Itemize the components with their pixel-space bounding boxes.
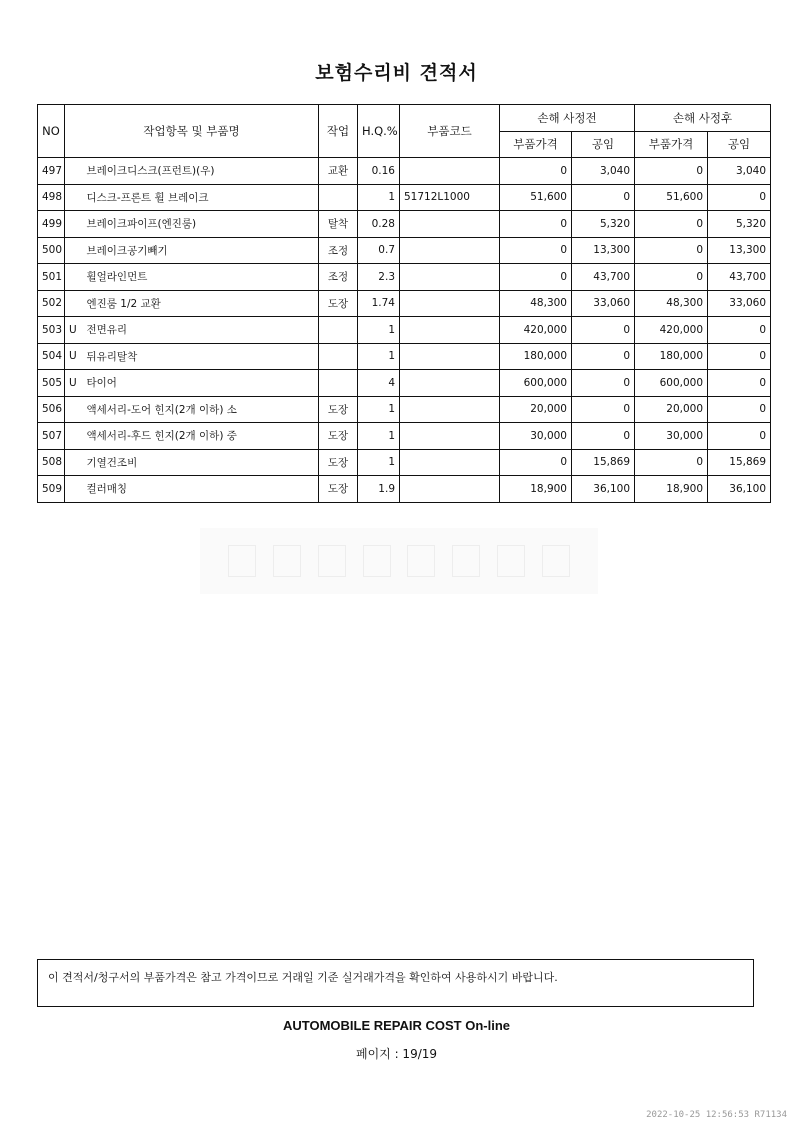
row-name: 휠얼라인먼트 <box>83 264 319 291</box>
row-name: 액세서리-후드 힌지(2개 이하) 중 <box>83 423 319 450</box>
watermark-block <box>318 545 346 577</box>
header-after-group: 손해 사정후 <box>635 105 771 132</box>
row-work: 도장 <box>319 290 358 317</box>
row-u-flag: U <box>65 343 83 370</box>
row-hq: 0.16 <box>358 158 400 185</box>
row-work: 교환 <box>319 158 358 185</box>
row-work: 도장 <box>319 476 358 503</box>
row-no: 504 <box>38 343 65 370</box>
row-after-price: 30,000 <box>635 423 708 450</box>
row-u-flag <box>65 211 83 238</box>
row-after-labor: 0 <box>708 423 771 450</box>
header-code: 부품코드 <box>400 105 500 158</box>
row-hq: 1.9 <box>358 476 400 503</box>
row-code: 51712L1000 <box>400 184 500 211</box>
header-before-group: 손해 사정전 <box>500 105 635 132</box>
watermark-block <box>273 545 301 577</box>
row-before-labor: 0 <box>572 370 635 397</box>
row-name: 타이어 <box>83 370 319 397</box>
row-u-flag <box>65 264 83 291</box>
row-name: 뒤유리탈착 <box>83 343 319 370</box>
header-after-price: 부품가격 <box>635 131 708 158</box>
row-name: 엔진룸 1/2 교환 <box>83 290 319 317</box>
row-hq: 1 <box>358 184 400 211</box>
table-row <box>38 423 771 450</box>
row-after-labor: 0 <box>708 317 771 344</box>
row-after-price: 0 <box>635 237 708 264</box>
row-after-price: 600,000 <box>635 370 708 397</box>
watermark-block <box>497 545 525 577</box>
row-after-price: 0 <box>635 211 708 238</box>
table-row <box>38 396 771 423</box>
row-after-labor: 0 <box>708 370 771 397</box>
row-after-price: 48,300 <box>635 290 708 317</box>
row-code <box>400 449 500 476</box>
row-code <box>400 343 500 370</box>
row-before-labor: 0 <box>572 317 635 344</box>
row-u-flag <box>65 423 83 450</box>
row-u-flag <box>65 290 83 317</box>
row-name: 기열건조비 <box>83 449 319 476</box>
row-no: 502 <box>38 290 65 317</box>
row-no: 500 <box>38 237 65 264</box>
row-hq: 1 <box>358 423 400 450</box>
row-after-labor: 0 <box>708 343 771 370</box>
row-work <box>319 184 358 211</box>
row-after-labor: 0 <box>708 184 771 211</box>
row-u-flag <box>65 476 83 503</box>
row-hq: 2.3 <box>358 264 400 291</box>
header-after-labor: 공임 <box>708 131 771 158</box>
row-no: 497 <box>38 158 65 185</box>
row-before-price: 48,300 <box>500 290 572 317</box>
table-row <box>38 476 771 503</box>
row-code <box>400 211 500 238</box>
row-before-labor: 0 <box>572 343 635 370</box>
watermark-block <box>542 545 570 577</box>
row-after-price: 180,000 <box>635 343 708 370</box>
table-row <box>38 290 771 317</box>
row-hq: 1 <box>358 317 400 344</box>
row-work <box>319 317 358 344</box>
row-after-labor: 15,869 <box>708 449 771 476</box>
watermark-block <box>363 545 391 577</box>
header-before-labor: 공임 <box>572 131 635 158</box>
estimate-table <box>37 104 771 503</box>
row-after-price: 0 <box>635 264 708 291</box>
row-code <box>400 370 500 397</box>
row-no: 506 <box>38 396 65 423</box>
row-name: 액세서리-도어 힌지(2개 이하) 소 <box>83 396 319 423</box>
row-before-labor: 33,060 <box>572 290 635 317</box>
row-code <box>400 237 500 264</box>
row-no: 503 <box>38 317 65 344</box>
row-u-flag <box>65 184 83 211</box>
row-after-price: 51,600 <box>635 184 708 211</box>
row-u-flag <box>65 396 83 423</box>
row-before-labor: 0 <box>572 396 635 423</box>
watermark-block <box>452 545 480 577</box>
table-row <box>38 343 771 370</box>
table-row <box>38 211 771 238</box>
watermark <box>200 528 598 594</box>
row-before-labor: 0 <box>572 423 635 450</box>
table-row <box>38 158 771 185</box>
row-u-flag <box>65 237 83 264</box>
row-name: 브레이크공기빼기 <box>83 237 319 264</box>
row-before-price: 420,000 <box>500 317 572 344</box>
table-row <box>38 264 771 291</box>
document-title: 보험수리비 견적서 <box>315 62 478 84</box>
row-work: 조정 <box>319 237 358 264</box>
row-hq: 1.74 <box>358 290 400 317</box>
row-no: 507 <box>38 423 65 450</box>
watermark-block <box>228 545 256 577</box>
row-work <box>319 343 358 370</box>
row-name: 브레이크디스크(프런트)(우) <box>83 158 319 185</box>
table-row <box>38 317 771 344</box>
row-after-price: 420,000 <box>635 317 708 344</box>
row-name: 브레이크파이프(엔진룸) <box>83 211 319 238</box>
row-before-labor: 36,100 <box>572 476 635 503</box>
page-number: 페이지 : 19/19 <box>355 1047 438 1061</box>
row-before-price: 600,000 <box>500 370 572 397</box>
row-code <box>400 264 500 291</box>
row-name: 디스크-프론트 휠 브레이크 <box>83 184 319 211</box>
row-hq: 0.7 <box>358 237 400 264</box>
row-after-labor: 3,040 <box>708 158 771 185</box>
footer-brand: AUTOMOBILE REPAIR COST On-line <box>282 1018 511 1033</box>
row-before-price: 0 <box>500 237 572 264</box>
row-no: 499 <box>38 211 65 238</box>
row-before-price: 51,600 <box>500 184 572 211</box>
row-code <box>400 423 500 450</box>
table-row <box>38 237 771 264</box>
row-name: 컬러매칭 <box>83 476 319 503</box>
row-after-labor: 33,060 <box>708 290 771 317</box>
row-after-labor: 43,700 <box>708 264 771 291</box>
row-work: 도장 <box>319 449 358 476</box>
row-before-price: 0 <box>500 158 572 185</box>
row-u-flag: U <box>65 370 83 397</box>
row-name: 전면유리 <box>83 317 319 344</box>
row-code <box>400 290 500 317</box>
row-hq: 1 <box>358 396 400 423</box>
row-after-labor: 0 <box>708 396 771 423</box>
row-no: 501 <box>38 264 65 291</box>
table-row <box>38 184 771 211</box>
print-timestamp: 2022-10-25 12:56:53 R71134 <box>646 1110 787 1120</box>
row-u-flag <box>65 158 83 185</box>
row-before-labor: 43,700 <box>572 264 635 291</box>
row-no: 509 <box>38 476 65 503</box>
row-work: 탈착 <box>319 211 358 238</box>
row-code <box>400 476 500 503</box>
watermark-block <box>407 545 435 577</box>
header-before-price: 부품가격 <box>500 131 572 158</box>
row-work: 도장 <box>319 423 358 450</box>
row-after-price: 0 <box>635 158 708 185</box>
row-code <box>400 158 500 185</box>
table-row <box>38 370 771 397</box>
header-item: 작업항목 및 부품명 <box>65 105 319 158</box>
row-u-flag: U <box>65 317 83 344</box>
row-code <box>400 317 500 344</box>
row-code <box>400 396 500 423</box>
header-work: 작업 <box>319 105 358 158</box>
row-before-labor: 13,300 <box>572 237 635 264</box>
row-before-price: 20,000 <box>500 396 572 423</box>
notice-text: 이 견적서/청구서의 부품가격은 참고 가격이므로 거래일 기준 실거래가격을 확인하여 사용하시기 바랍니다. <box>48 971 558 984</box>
row-work: 조정 <box>319 264 358 291</box>
row-before-price: 0 <box>500 211 572 238</box>
row-after-price: 0 <box>635 449 708 476</box>
row-u-flag <box>65 449 83 476</box>
row-before-labor: 15,869 <box>572 449 635 476</box>
row-before-price: 0 <box>500 449 572 476</box>
row-no: 508 <box>38 449 65 476</box>
row-before-labor: 3,040 <box>572 158 635 185</box>
row-after-price: 18,900 <box>635 476 708 503</box>
row-hq: 1 <box>358 449 400 476</box>
row-before-price: 18,900 <box>500 476 572 503</box>
table-row <box>38 449 771 476</box>
header-hq: H.Q.% <box>358 105 400 158</box>
row-work: 도장 <box>319 396 358 423</box>
row-before-price: 0 <box>500 264 572 291</box>
row-hq: 0.28 <box>358 211 400 238</box>
row-no: 498 <box>38 184 65 211</box>
row-before-price: 30,000 <box>500 423 572 450</box>
row-after-labor: 13,300 <box>708 237 771 264</box>
row-before-labor: 5,320 <box>572 211 635 238</box>
row-after-labor: 5,320 <box>708 211 771 238</box>
notice-box <box>37 959 754 1007</box>
row-before-labor: 0 <box>572 184 635 211</box>
row-after-price: 20,000 <box>635 396 708 423</box>
row-after-labor: 36,100 <box>708 476 771 503</box>
row-work <box>319 370 358 397</box>
row-hq: 4 <box>358 370 400 397</box>
row-hq: 1 <box>358 343 400 370</box>
row-before-price: 180,000 <box>500 343 572 370</box>
header-no: NO <box>38 105 65 158</box>
row-no: 505 <box>38 370 65 397</box>
